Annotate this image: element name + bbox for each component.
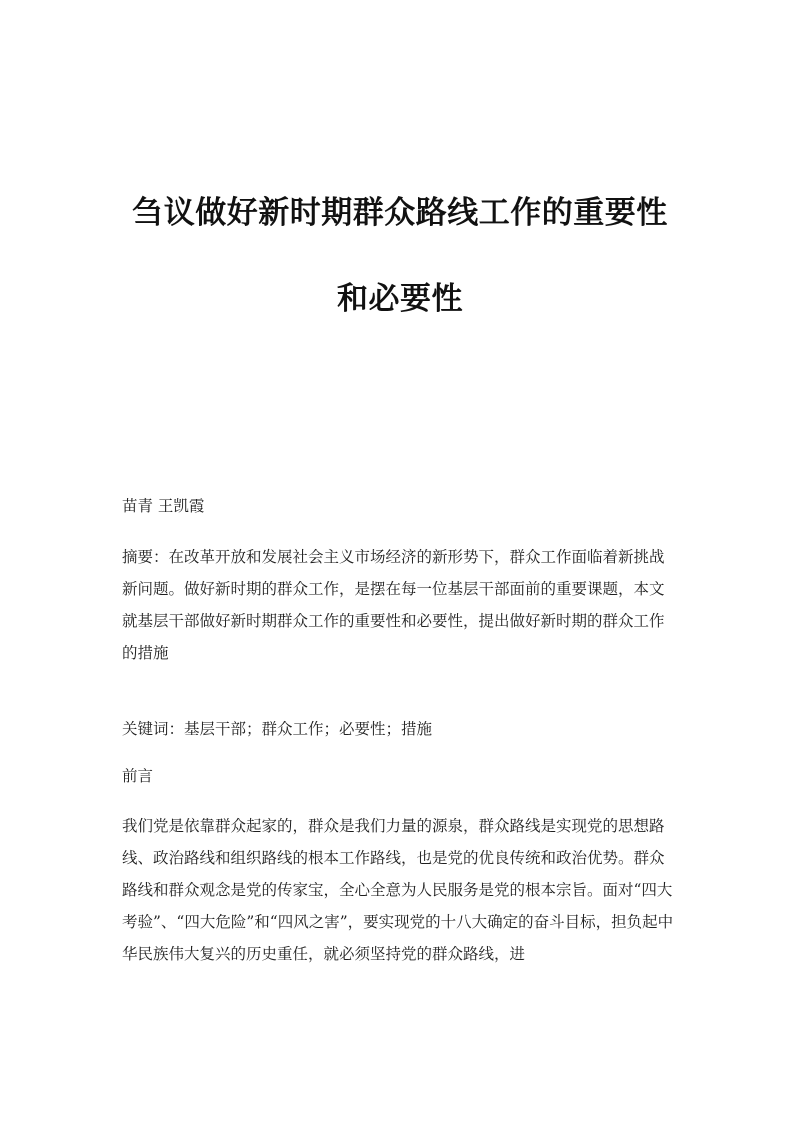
abstract-paragraph: 摘要：在改革开放和发展社会主义市场经济的新形势下，群众工作面临着新挑战新问题。做好新时期的群众工作，是摆在每一位基层干部面前的重要课题，本文就基层干部做好新时期群众工作的重要性和必要性，提出做好新时期的群众工作的措施 bbox=[122, 548, 665, 662]
author-line: 苗青 王凯霞 bbox=[122, 497, 205, 515]
preface-paragraph: 我们党是依靠群众起家的，群众是我们力量的源泉，群众路线是实现党的思想路线、政治路线和组织路线的根本工作路线，也是党的优良传统和政治优势。群众路线和群众观念是党的传家宝，全心全意为人民服务是党的根本宗旨。面对“四大考验”、“四大危险”和“四风之害”，要实现党的十八大确定的奋斗目标，担负起中华民族伟大复兴的历史重任，就必须坚持党的群众路线，进 bbox=[122, 817, 674, 963]
document-title-line-2: 和必要性 bbox=[337, 281, 463, 317]
keywords-line: 关键词：基层干部；群众工作；必要性；措施 bbox=[122, 720, 433, 738]
preface-heading: 前言 bbox=[122, 767, 154, 785]
document-title-line-1: 刍议做好新时期群众路线工作的重要性 bbox=[132, 195, 668, 231]
